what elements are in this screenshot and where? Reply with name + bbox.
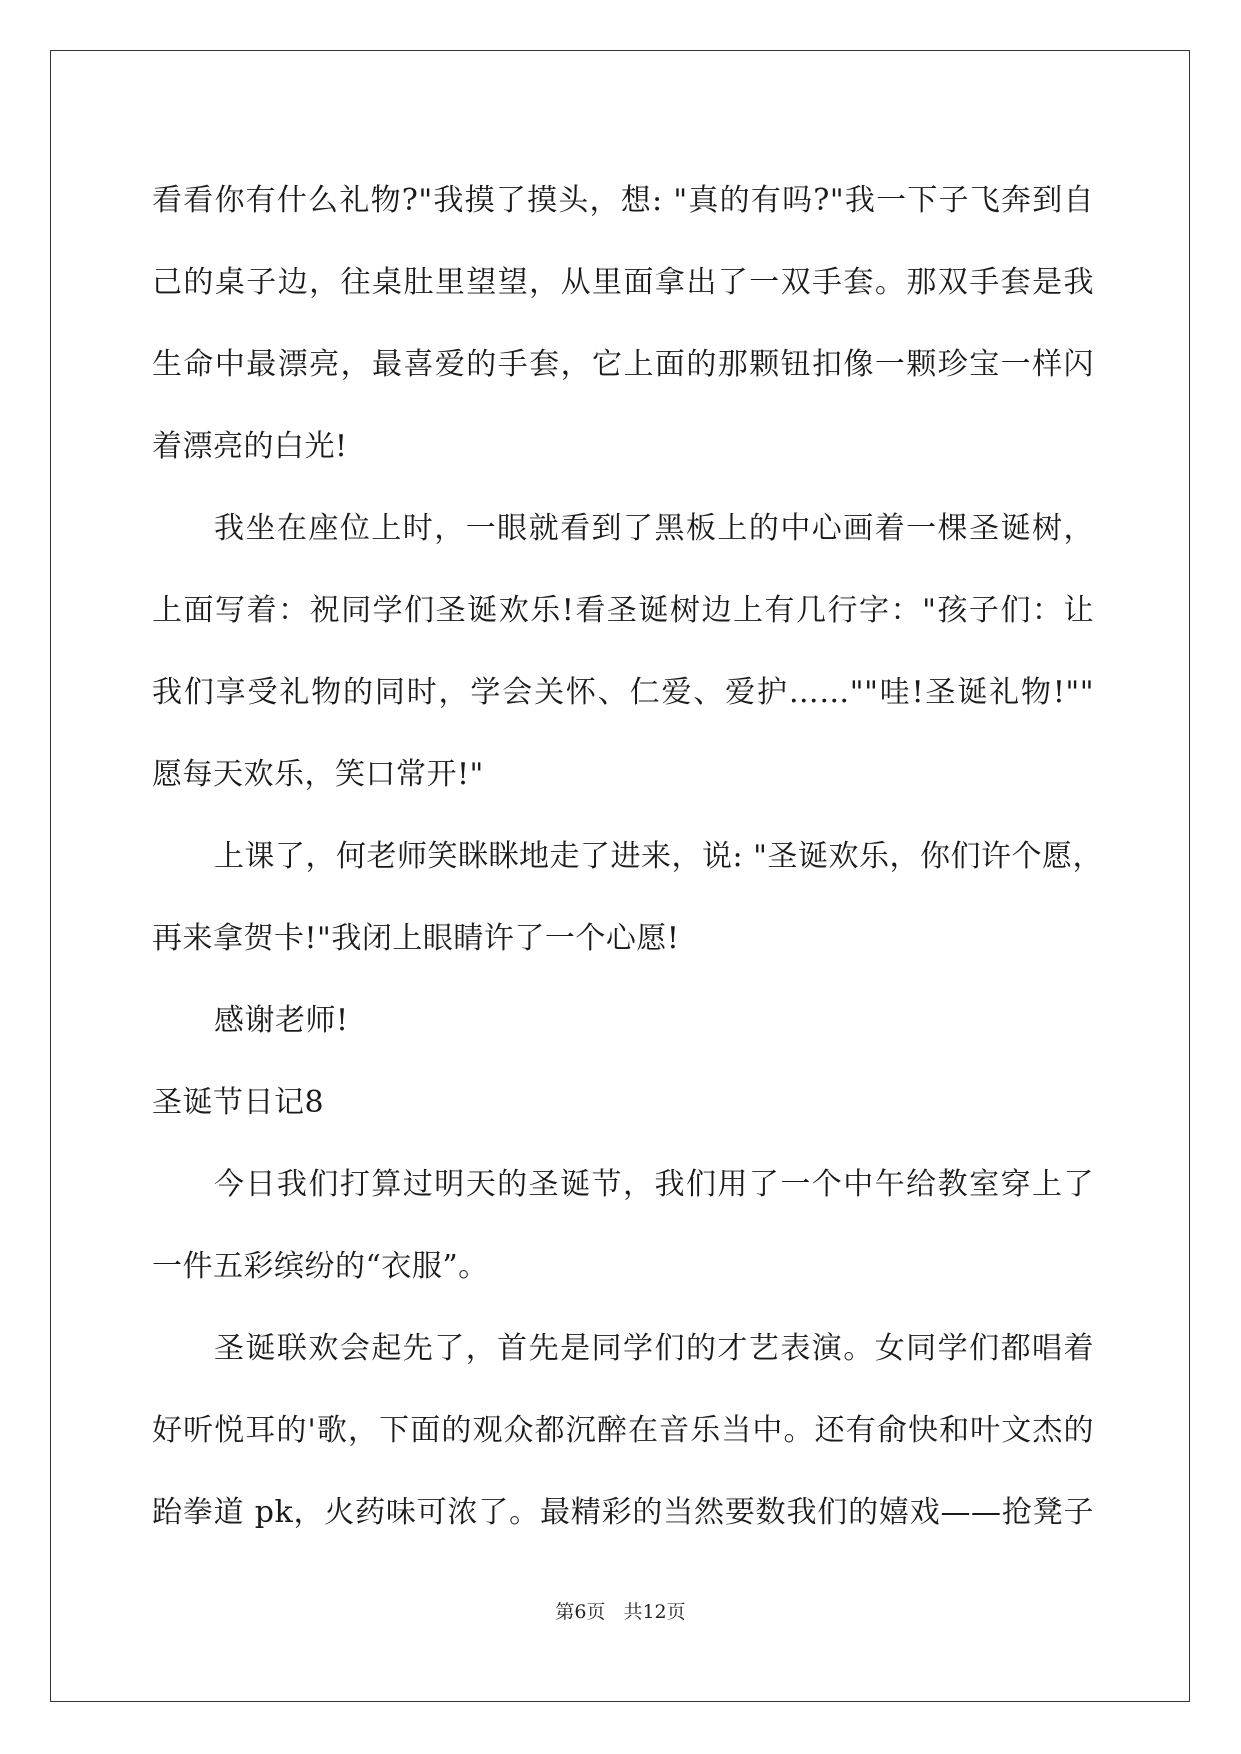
text-line: 跆拳道 pk，火药味可浓了。最精彩的当然要数我们的嬉戏——抢凳子: [152, 1495, 1094, 1530]
text-line: 己的桌子边，往桌肚里望望，从里面拿出了一双手套。那双手套是我: [152, 265, 1094, 300]
document-body: [152, 160, 1103, 1554]
paragraph-first-line: 圣诞联欢会起先了，首先是同学们的才艺表演。女同学们都唱着: [214, 1331, 1094, 1366]
text-line: 看看你有什么礼物?"我摸了摸头，想: "真的有吗?"我一下子飞奔到自: [152, 183, 1094, 218]
text-line: 愿每天欢乐，笑口常开!": [152, 757, 484, 792]
text-line: 我们享受礼物的同时，学会关怀、仁爱、爱护……""哇!圣诞礼物!"": [152, 675, 1094, 710]
section-heading: 圣诞节日记8: [152, 1085, 325, 1120]
text-line: 上面写着：祝同学们圣诞欢乐!看圣诞树边上有几行字："孩子们：让: [152, 593, 1094, 628]
paragraph-first-line: 我坐在座位上时，一眼就看到了黑板上的中心画着一棵圣诞树，: [214, 511, 1094, 546]
paragraph-first-line: 今日我们打算过明天的圣诞节，我们用了一个中午给教室穿上了: [214, 1167, 1094, 1202]
page-footer: [0, 1597, 1241, 1624]
text-line: 一件五彩缤纷的“衣服”。: [152, 1249, 489, 1284]
text-line: 生命中最漂亮，最喜爱的手套，它上面的那颗钮扣像一颗珍宝一样闪: [152, 347, 1094, 382]
page-total: 共12页: [623, 1601, 686, 1623]
paragraph-first-line: 感谢老师!: [214, 1003, 349, 1038]
paragraph-first-line: 上课了，何老师笑眯眯地走了进来，说: "圣诞欢乐，你们许个愿，: [214, 839, 1103, 874]
text-line: 再来拿贺卡!"我闭上眼睛许了一个心愿!: [152, 921, 680, 956]
page-number: 第6页: [555, 1601, 606, 1623]
text-line: 好听悦耳的'歌，下面的观众都沉醉在音乐当中。还有俞快和叶文杰的: [152, 1413, 1094, 1448]
text-line: 着漂亮的白光!: [152, 429, 348, 464]
